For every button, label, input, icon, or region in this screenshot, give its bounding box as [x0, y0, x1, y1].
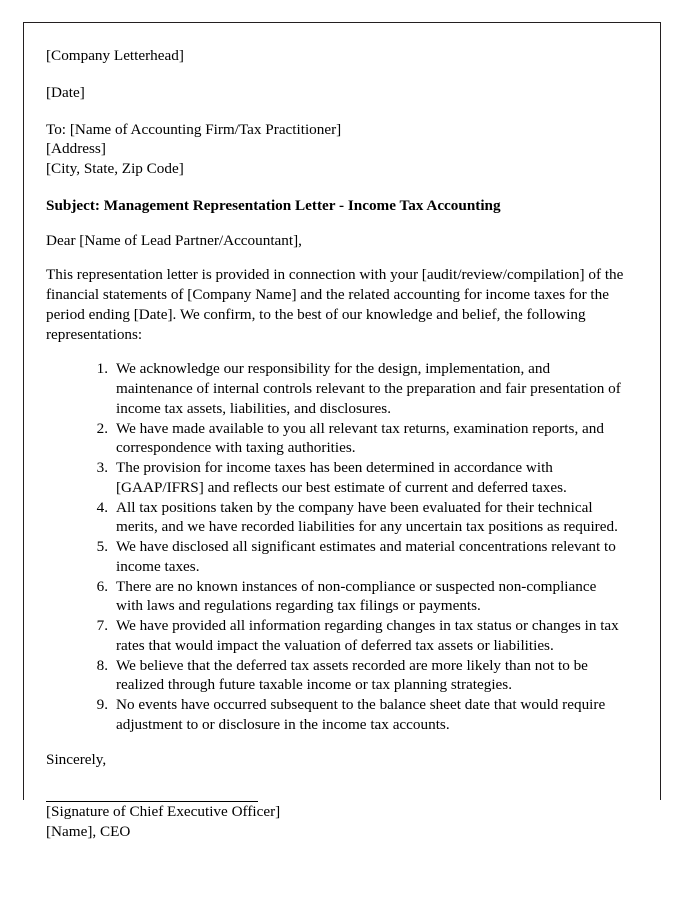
spacer: [46, 735, 625, 750]
list-item: No events have occurred subsequent to the balance sheet date that would require adjustment to or disclosure in the income tax accounts.: [116, 696, 606, 733]
list-item: We have disclosed all significant estimates and material concentrations relevant to income taxes.: [116, 538, 616, 575]
list-item: We have made available to you all relevant tax returns, examination reports, and correspondence with taxing authorities.: [116, 419, 604, 457]
letter-date: [Date]: [46, 83, 85, 101]
recipient-to-line: To: [Name of Accounting Firm/Tax Practitioner]: [46, 120, 342, 138]
list-item: All tax positions taken by the company have been evaluated for their technical merits, and we have recorded liabilities for any uncertain tax positions as required.: [116, 498, 618, 536]
list-item: We acknowledge our responsibility for the design, implementation, and maintenance of internal controls relevant to the preparation and fair presentation of income tax assets, liabilities, and disclosures.: [116, 360, 621, 417]
letter-body: [23, 22, 633, 842]
signature-space: [46, 769, 625, 801]
signature-caption: [Signature of Chief Executive Officer]: [46, 803, 281, 821]
spacer: [46, 250, 625, 265]
list-item: We believe that the deferred tax assets recorded are more likely than not to be realized through future taxable income or tax planning strategies.: [116, 656, 588, 694]
subject-line: Subject: Management Representation Letter - Income Tax Accounting: [46, 196, 501, 214]
list-item: The provision for income taxes has been determined in accordance with [GAAP/IFRS] and reflects our best estimate of current and deferred taxes.: [116, 459, 567, 496]
list-item: We have provided all information regarding changes in tax status or changes in tax rates that would impact the valuation of deferred tax assets or liabilities.: [116, 617, 619, 654]
spacer: [46, 344, 625, 359]
representations-list: [46, 359, 625, 734]
spacer: [46, 179, 625, 196]
list-item: There are no known instances of non-compliance or suspected non-compliance with laws and regulations regarding tax filings or payments.: [116, 577, 597, 615]
salutation: Dear [Name of Lead Partner/Accountant],: [46, 231, 302, 249]
company-letterhead: [Company Letterhead]: [46, 47, 184, 64]
signer-name-title: [Name], CEO: [46, 823, 131, 840]
recipient-address-line: [Address]: [46, 140, 106, 158]
spacer: [46, 103, 625, 120]
spacer: [46, 66, 625, 83]
opening-paragraph: This representation letter is provided in connection with your [audit/review/compilation] of the financial statements of [Company Name] and the related accounting for income taxes for the period ending [Date]. We confirm, to the best of our knowledge and belief, the following representations:: [46, 266, 624, 343]
closing-salutation: Sincerely,: [46, 750, 107, 768]
recipient-block: [46, 120, 625, 179]
spacer: [46, 216, 625, 231]
recipient-city-state-zip: [City, State, Zip Code]: [46, 160, 184, 177]
